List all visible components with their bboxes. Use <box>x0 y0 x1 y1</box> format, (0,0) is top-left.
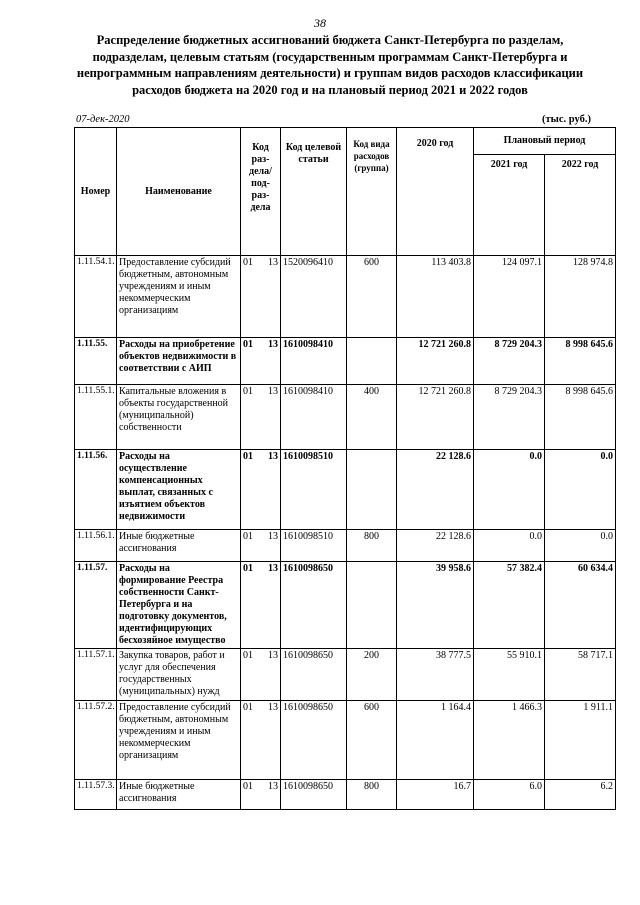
row-podrazdel-code: 13 <box>268 257 278 268</box>
row-razdel-code: 01 <box>243 650 253 661</box>
row-name: Иные бюджетные ассигнования <box>117 530 241 562</box>
row-value-2020: 22 128.6 <box>397 450 474 530</box>
header-vid: Код вида расходов (группа) <box>347 128 397 256</box>
row-csr: 1520096410 <box>281 256 347 338</box>
row-razdel <box>241 385 281 450</box>
row-csr: 1610098510 <box>281 530 347 562</box>
table-row <box>75 780 616 810</box>
header-csr: Код целевой статьи <box>281 128 347 256</box>
row-razdel <box>241 649 281 701</box>
row-vid: 800 <box>347 780 397 810</box>
row-name: Иные бюджетные ассигнования <box>117 780 241 810</box>
header-number: Номер <box>75 128 117 256</box>
table-row <box>75 338 616 385</box>
row-value-2022: 58 717.1 <box>545 649 616 701</box>
row-razdel-code: 01 <box>243 339 253 350</box>
header-razdel: Код раз-дела/ под-раз-дела <box>241 128 281 256</box>
row-value-2022: 8 998 645.6 <box>545 338 616 385</box>
row-name: Закупка товаров, работ и услуг для обеспечения государственных (муниципальных) нужд <box>117 649 241 701</box>
row-razdel <box>241 701 281 780</box>
header-name: Наименование <box>117 128 241 256</box>
row-vid <box>347 338 397 385</box>
row-csr: 1610098510 <box>281 450 347 530</box>
row-csr: 1610098650 <box>281 701 347 780</box>
row-number: 1.11.56. <box>75 450 117 530</box>
row-razdel <box>241 450 281 530</box>
row-podrazdel-code: 13 <box>268 563 278 574</box>
budget-table <box>74 127 616 810</box>
row-value-2022: 60 634.4 <box>545 562 616 649</box>
row-value-2020: 113 403.8 <box>397 256 474 338</box>
row-number: 1.11.56.1. <box>75 530 117 562</box>
table-body <box>75 256 616 810</box>
row-number: 1.11.54.1. <box>75 256 117 338</box>
row-value-2021: 0.0 <box>474 530 545 562</box>
row-razdel-code: 01 <box>243 563 253 574</box>
row-razdel-code: 01 <box>243 257 253 268</box>
row-value-2020: 12 721 260.8 <box>397 385 474 450</box>
row-value-2022: 8 998 645.6 <box>545 385 616 450</box>
header-2020: 2020 год <box>397 128 474 256</box>
row-razdel-code: 01 <box>243 386 253 397</box>
table-row <box>75 385 616 450</box>
row-value-2021: 57 382.4 <box>474 562 545 649</box>
row-value-2020: 12 721 260.8 <box>397 338 474 385</box>
row-name: Расходы на приобретение объектов недвижимости в соответствии с АИП <box>117 338 241 385</box>
row-value-2021: 55 910.1 <box>474 649 545 701</box>
row-vid: 200 <box>347 649 397 701</box>
row-name: Предоставление субсидий бюджетным, автономным учреждениям и иным некоммерческим организациям <box>117 256 241 338</box>
row-csr: 1610098410 <box>281 338 347 385</box>
row-podrazdel-code: 13 <box>268 650 278 661</box>
row-number: 1.11.55.1. <box>75 385 117 450</box>
row-value-2022: 6.2 <box>545 780 616 810</box>
row-name: Капитальные вложения в объекты государственной (муниципальной) собственности <box>117 385 241 450</box>
units-label: (тыс. руб.) <box>542 114 591 125</box>
row-value-2021: 6.0 <box>474 780 545 810</box>
row-razdel <box>241 562 281 649</box>
row-razdel <box>241 338 281 385</box>
row-razdel <box>241 780 281 810</box>
row-razdel-code: 01 <box>243 781 253 792</box>
row-value-2022: 1 911.1 <box>545 701 616 780</box>
row-razdel-code: 01 <box>243 451 253 462</box>
row-vid: 600 <box>347 701 397 780</box>
row-number: 1.11.55. <box>75 338 117 385</box>
row-value-2021: 1 466.3 <box>474 701 545 780</box>
row-vid: 800 <box>347 530 397 562</box>
row-number: 1.11.57.3. <box>75 780 117 810</box>
row-razdel <box>241 530 281 562</box>
row-value-2022: 128 974.8 <box>545 256 616 338</box>
row-value-2021: 0.0 <box>474 450 545 530</box>
table-row <box>75 562 616 649</box>
row-name: Расходы на формирование Реестра собственности Санкт-Петербурга и на подготовку документов, идентифицирующих бесхозяйное имущество <box>117 562 241 649</box>
row-vid: 400 <box>347 385 397 450</box>
row-razdel-code: 01 <box>243 531 253 542</box>
row-csr: 1610098650 <box>281 562 347 649</box>
row-value-2020: 1 164.4 <box>397 701 474 780</box>
table-row <box>75 701 616 780</box>
row-podrazdel-code: 13 <box>268 531 278 542</box>
row-podrazdel-code: 13 <box>268 386 278 397</box>
row-number: 1.11.57. <box>75 562 117 649</box>
row-name: Расходы на осуществление компенсационных выплат, связанных с изъятием объектов недвижимости <box>117 450 241 530</box>
row-csr: 1610098650 <box>281 780 347 810</box>
row-csr: 1610098650 <box>281 649 347 701</box>
table-row <box>75 530 616 562</box>
table-row <box>75 450 616 530</box>
table-row <box>75 649 616 701</box>
row-vid <box>347 562 397 649</box>
row-value-2022: 0.0 <box>545 450 616 530</box>
row-vid <box>347 450 397 530</box>
table-row <box>75 256 616 338</box>
page-number: 38 <box>314 16 326 30</box>
row-razdel-code: 01 <box>243 702 253 713</box>
header-2021: 2021 год <box>474 155 545 256</box>
row-number: 1.11.57.1. <box>75 649 117 701</box>
row-podrazdel-code: 13 <box>268 702 278 713</box>
row-vid: 600 <box>347 256 397 338</box>
row-value-2022: 0.0 <box>545 530 616 562</box>
row-name: Предоставление субсидий бюджетным, автономным учреждениям и иным некоммерческим организациям <box>117 701 241 780</box>
row-csr: 1610098410 <box>281 385 347 450</box>
report-date: 07-дек-2020 <box>76 114 130 125</box>
row-value-2020: 39 958.6 <box>397 562 474 649</box>
row-number: 1.11.57.2. <box>75 701 117 780</box>
row-value-2020: 16.7 <box>397 780 474 810</box>
document-title: Распределение бюджетных ассигнований бюджета Санкт-Петербурга по разделам, подразделам, целевым статьям (государственным программам Санкт-Петербурга и непрограммным направлениям деятельности) и группам видов расходов классификации расходов бюджета на 2020 год и на плановый период 2021 и 2022 годов <box>76 33 584 97</box>
row-value-2020: 38 777.5 <box>397 649 474 701</box>
row-podrazdel-code: 13 <box>268 451 278 462</box>
row-podrazdel-code: 13 <box>268 781 278 792</box>
row-value-2021: 8 729 204.3 <box>474 338 545 385</box>
row-podrazdel-code: 13 <box>268 339 278 350</box>
row-razdel <box>241 256 281 338</box>
header-2022: 2022 год <box>545 155 616 256</box>
row-value-2021: 8 729 204.3 <box>474 385 545 450</box>
header-plan-period: Плановый период <box>474 128 616 155</box>
row-value-2021: 124 097.1 <box>474 256 545 338</box>
row-value-2020: 22 128.6 <box>397 530 474 562</box>
